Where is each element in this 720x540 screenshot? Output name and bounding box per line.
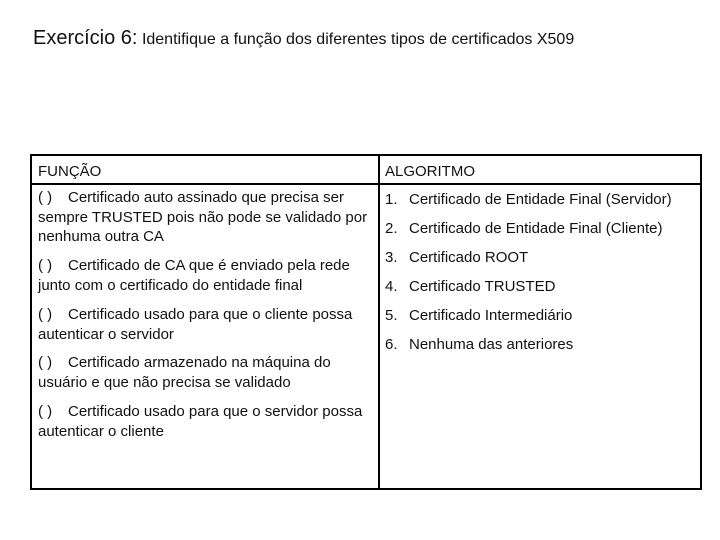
- header-funcao: FUNÇÃO: [38, 163, 102, 180]
- title-prefix: Exercício 6:: [33, 27, 138, 49]
- funcao-item-2: [38, 256, 372, 295]
- title-text: Identifique a função dos diferentes tipos de certificados X509: [141, 31, 575, 48]
- funcao-text: Certificado de CA que é enviado pela rede junto com o certificado do entidade final: [38, 257, 350, 294]
- funcao-text: Certificado usado para que o servidor possa autenticar o cliente: [38, 403, 363, 440]
- funcao-text: Certificado usado para que o cliente possa autenticar o servidor: [38, 306, 353, 343]
- answer-blank[interactable]: ( ): [38, 354, 53, 371]
- funcao-text: Certificado armazenado na máquina do usuário e que não precisa se validado: [38, 354, 331, 391]
- algoritmo-label: Certificado de Entidade Final (Servidor): [409, 191, 672, 208]
- column-divider: [378, 156, 380, 488]
- algoritmo-label: Certificado de Entidade Final (Cliente): [409, 220, 663, 237]
- header-algoritmo: ALGORITMO: [385, 163, 476, 180]
- answer-blank[interactable]: ( ): [38, 257, 53, 274]
- algoritmo-label: Nenhuma das anteriores: [409, 336, 574, 353]
- algoritmo-item-2: [385, 221, 662, 236]
- algoritmo-number: 1.: [385, 191, 398, 208]
- algoritmo-label: Certificado Intermediário: [409, 307, 573, 324]
- slide-title: [33, 28, 574, 48]
- algoritmo-number: 5.: [385, 307, 398, 324]
- algoritmo-label: Certificado TRUSTED: [409, 278, 556, 295]
- funcao-item-5: [38, 402, 372, 441]
- algoritmo-number: 4.: [385, 278, 398, 295]
- answer-blank[interactable]: ( ): [38, 306, 53, 323]
- algoritmo-item-5: [385, 308, 572, 323]
- algoritmo-label: Certificado ROOT: [409, 249, 529, 266]
- algoritmo-number: 6.: [385, 336, 398, 353]
- funcao-item-1: [38, 188, 372, 247]
- answer-blank[interactable]: ( ): [38, 189, 53, 206]
- answer-blank[interactable]: ( ): [38, 403, 53, 420]
- exercise-table: [30, 154, 702, 490]
- funcao-item-4: [38, 353, 372, 392]
- algoritmo-item-3: [385, 250, 528, 265]
- algoritmo-number: 2.: [385, 220, 398, 237]
- algoritmo-item-6: [385, 337, 573, 352]
- algoritmo-number: 3.: [385, 249, 398, 266]
- funcao-item-3: [38, 305, 372, 344]
- header-divider: [32, 183, 700, 185]
- algoritmo-item-1: [385, 192, 672, 207]
- algoritmo-item-4: [385, 279, 555, 294]
- funcao-text: Certificado auto assinado que precisa ser sempre TRUSTED pois não pode se validado por nenhuma outra CA: [38, 189, 368, 245]
